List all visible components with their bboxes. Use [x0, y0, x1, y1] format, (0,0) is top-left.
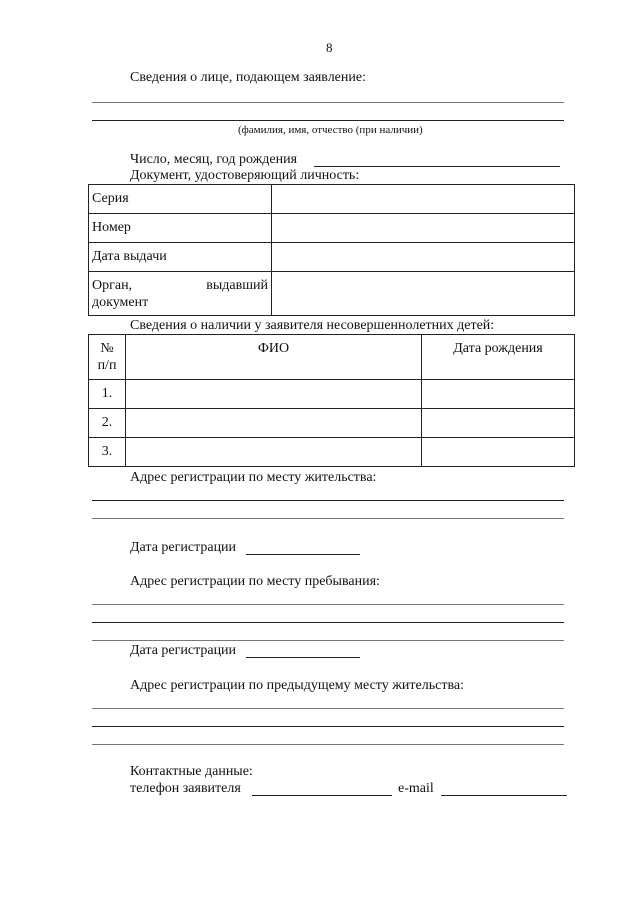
header-num: [89, 335, 126, 380]
contacts-title: Контактные данные:: [130, 764, 253, 779]
id-label-issue-date: Дата выдачи: [89, 243, 272, 272]
table-row: [89, 438, 575, 467]
applicant-section-title: Сведения о лице, подающем заявление:: [130, 70, 366, 85]
issuer-label-right: выдавший: [206, 277, 268, 293]
child-fio-cell[interactable]: [126, 380, 422, 409]
page-number: 8: [326, 40, 333, 55]
child-birth-cell[interactable]: [422, 438, 575, 467]
residence-address-label: Адрес регистрации по месту жительства:: [130, 470, 377, 485]
id-row-number: [89, 214, 575, 243]
child-fio-cell[interactable]: [126, 438, 422, 467]
phone-field[interactable]: [252, 795, 392, 796]
email-label: e-mail: [398, 781, 434, 796]
stay-date-field[interactable]: [246, 657, 360, 658]
residence-date-field[interactable]: [246, 554, 360, 555]
id-value-issue-date[interactable]: [272, 243, 575, 272]
id-document-table: [88, 184, 575, 316]
header-num-line1: №: [100, 341, 114, 356]
children-section-title: Сведения о наличии у заявителя несовершеннолетних детей:: [130, 318, 495, 333]
id-value-number[interactable]: [272, 214, 575, 243]
table-row: [89, 409, 575, 438]
header-fio: ФИО: [126, 335, 422, 380]
previous-address-label: Адрес регистрации по предыдущему месту жительства:: [130, 678, 464, 693]
id-label-issuer: [89, 272, 272, 316]
birth-date-label: Число, месяц, год рождения: [130, 152, 298, 167]
id-label-number: Номер: [89, 214, 272, 243]
children-header-row: [89, 335, 575, 380]
fullname-line-2[interactable]: [92, 120, 564, 121]
residence-address-line-2[interactable]: [92, 518, 564, 519]
phone-label: телефон заявителя: [130, 781, 241, 796]
fullname-line-1[interactable]: [92, 102, 564, 103]
table-row: [89, 380, 575, 409]
stay-address-label: Адрес регистрации по месту пребывания:: [130, 574, 380, 589]
child-num: 2.: [89, 409, 126, 438]
id-row-issuer: [89, 272, 575, 316]
id-row-series: [89, 185, 575, 214]
previous-address-line-3[interactable]: [92, 744, 564, 745]
residence-address-line-1[interactable]: [92, 500, 564, 501]
issuer-label-line2: документ: [92, 294, 149, 310]
stay-address-line-2[interactable]: [92, 622, 564, 623]
child-birth-cell[interactable]: [422, 409, 575, 438]
header-num-line2: п/п: [97, 358, 117, 373]
id-label-series: Серия: [89, 185, 272, 214]
stay-date-label: Дата регистрации: [130, 643, 237, 658]
child-num: 3.: [89, 438, 126, 467]
issuer-label-left: Орган,: [92, 277, 133, 293]
stay-address-line-1[interactable]: [92, 604, 564, 605]
stay-address-line-3[interactable]: [92, 640, 564, 641]
id-value-issuer[interactable]: [272, 272, 575, 316]
email-field[interactable]: [441, 795, 567, 796]
id-value-series[interactable]: [272, 185, 575, 214]
child-fio-cell[interactable]: [126, 409, 422, 438]
children-table: [88, 334, 575, 467]
header-birth: Дата рождения: [422, 335, 575, 380]
previous-address-line-2[interactable]: [92, 726, 564, 727]
fullname-caption: (фамилия, имя, отчество (при наличии): [238, 124, 423, 136]
id-document-label: Документ, удостоверяющий личность:: [130, 168, 360, 183]
id-row-issue-date: [89, 243, 575, 272]
birth-date-field[interactable]: [314, 166, 560, 167]
previous-address-line-1[interactable]: [92, 708, 564, 709]
residence-date-label: Дата регистрации: [130, 540, 237, 555]
child-num: 1.: [89, 380, 126, 409]
child-birth-cell[interactable]: [422, 380, 575, 409]
